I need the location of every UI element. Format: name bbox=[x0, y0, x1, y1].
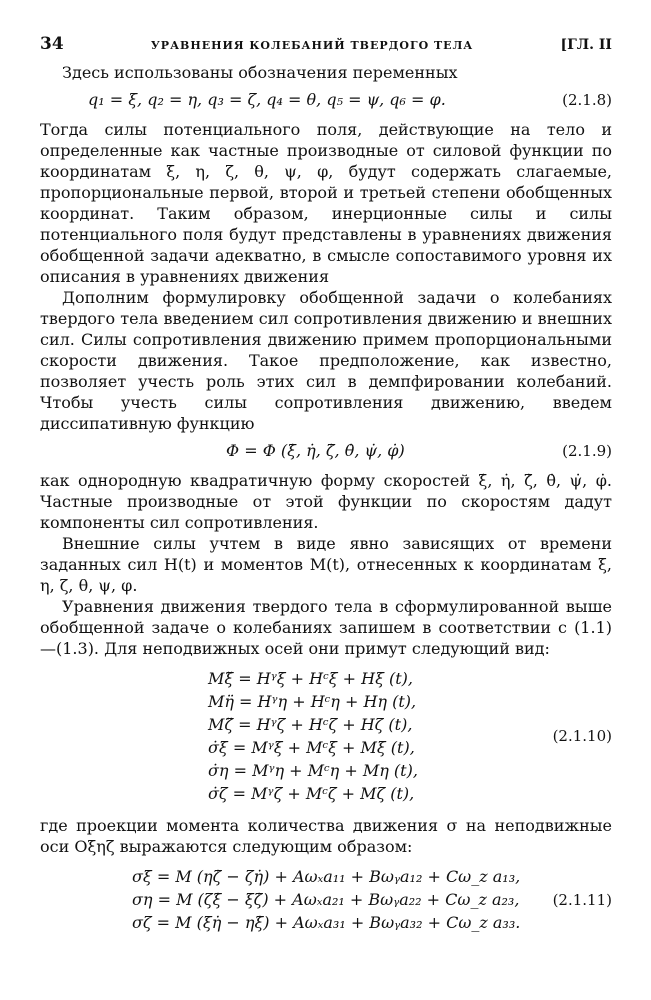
equation-number: (2.1.8) bbox=[562, 91, 612, 109]
equation-line: Mη̈ = Hᵞη + Hᶜη + Hη (t), bbox=[208, 692, 417, 711]
equation-formula: Φ = Φ (ξ̇, η̇, ζ̇, θ̇, ψ̇, φ̇) bbox=[226, 441, 405, 460]
running-title: УРАВНЕНИЯ КОЛЕБАНИЙ ТВЕРДОГО ТЕЛА bbox=[150, 39, 474, 52]
equation-line: σ̇ξ = Mᵞξ + Mᶜξ + Mξ (t), bbox=[208, 738, 415, 757]
equation-line: Mξ̈ = Hᵞξ + Hᶜξ + Hξ (t), bbox=[208, 669, 413, 688]
page bbox=[40, 34, 612, 944]
paragraph-potential-forces: Тогда силы потенциального поля, действующие на тело и определенные как частные производные от силовой функции по координатам ξ, η, ζ, θ, ψ, φ, будут содержать слагаемые, пропорциональные первой, второй и третьей степени обобщенных координат. Таким образом, инерционные силы и силы потенциального поля будут представлены в уравнениях движения обобщенной задачи адекватно, в смысле сопоставимого уровня их описания в уравнениях движения bbox=[40, 120, 612, 286]
equation-line: Mζ̈ = Hᵞζ + Hᶜζ + Hζ (t), bbox=[208, 715, 413, 734]
equation-number: (2.1.11) bbox=[552, 890, 612, 909]
equation-line: ση = M (ζξ̇ − ξζ̇) + Aωₓa₂₁ + Bωᵧa₂₂ + Cω_z a₂₃, bbox=[132, 890, 520, 909]
equation-formula: q₁ = ξ, q₂ = η, q₃ = ζ, q₄ = θ, q₅ = ψ, q₆ = φ. bbox=[88, 90, 446, 109]
equation-2-1-9 bbox=[40, 440, 612, 462]
paragraph-resistance-forces: Дополним формулировку обобщенной задачи о колебаниях твердого тела введением сил сопротивления движению и внешних сил. Силы сопротивления движению примем пропорциональными скорости движения. Такое предположение, как известно, позволяет учесть роль этих сил в демпфировании колебаний. Чтобы учесть силы сопротивления движению, введем диссипативную функцию bbox=[40, 288, 612, 433]
page-number: 34 bbox=[40, 34, 64, 54]
paragraph-notation-intro: Здесь использованы обозначения переменных bbox=[62, 63, 458, 82]
equation-2-1-8 bbox=[40, 89, 612, 111]
paragraph-equations-of-motion: Уравнения движения твердого тела в сформулированной выше обобщенной задаче о колебаниях запишем в соответствии с (1.1)—(1.3). Для неподвижных осей они примут следующий вид: bbox=[40, 597, 612, 658]
equation-line: σ̇ζ = Mᵞζ + Mᶜζ + Mζ (t), bbox=[208, 784, 415, 803]
equation-line: σ̇η = Mᵞη + Mᶜη + Mη (t), bbox=[208, 761, 418, 780]
paragraph-momentum-projections: где проекции момента количества движения σ на неподвижные оси Oξηζ выражаются следующим образом: bbox=[40, 816, 612, 856]
equation-number: (2.1.10) bbox=[552, 727, 612, 745]
equation-line: σζ = M (ξη̇ − ηξ̇) + Aωₓa₃₁ + Bωᵧa₃₂ + Cω_z a₃₃. bbox=[132, 913, 521, 932]
equation-2-1-10 bbox=[40, 667, 612, 805]
equation-line: σξ = M (ηζ̇ − ζη̇) + Aωₓa₁₁ + Bωᵧa₁₂ + Cω_z a₁₃, bbox=[132, 867, 521, 886]
chapter-label: [ГЛ. II bbox=[560, 37, 612, 53]
equation-lines bbox=[40, 865, 542, 934]
paragraph-external-forces: Внешние силы учтем в виде явно зависящих от времени заданных сил H(t) и моментов M(t), отнесенных к координатам ξ, η, ζ, θ, ψ, φ. bbox=[40, 534, 612, 595]
running-header bbox=[40, 34, 612, 62]
equation-lines bbox=[40, 667, 542, 805]
equation-2-1-11 bbox=[40, 865, 612, 934]
equation-number: (2.1.9) bbox=[562, 442, 612, 460]
paragraph-quadratic-form: как однородную квадратичную форму скоростей ξ̇, η̇, ζ̇, θ̇, ψ̇, φ̇. Частные производные от этой функции по скоростям дадут компоненты сил сопротивления. bbox=[40, 471, 612, 532]
